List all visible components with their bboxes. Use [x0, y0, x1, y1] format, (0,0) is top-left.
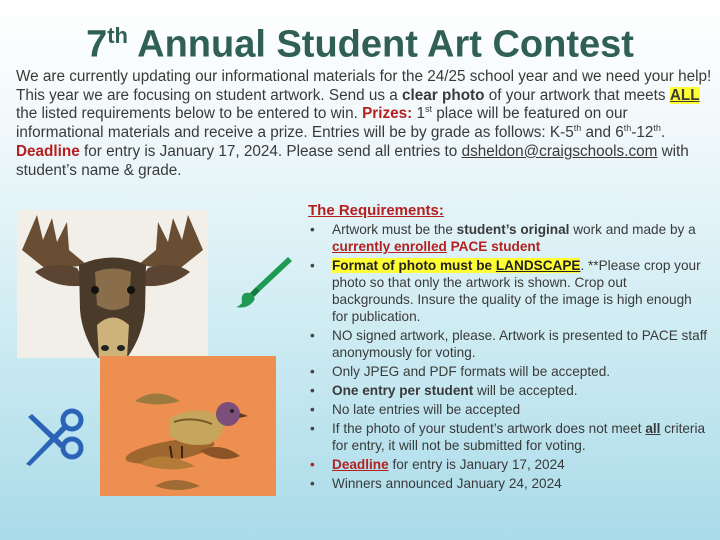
requirement-item: • Only JPEG and PDF formats will be accepted.: [308, 363, 708, 380]
requirement-item: • NO signed artwork, please. Artwork is presented to PACE staff anonymously for voting.: [308, 327, 708, 361]
req-text: If the photo of your student’s artwork does not meet: [332, 421, 646, 436]
intro-text: with student’s name & grade.: [16, 142, 689, 179]
req-bold: One entry per student: [332, 383, 474, 398]
bird-artwork-photo: [100, 356, 276, 496]
req-text: . **Please crop your photo so that only the artwork is shown. Crop out backgrounds. Insure the quality of the image is high enough for publication.: [332, 258, 701, 324]
all-highlight: ALL: [669, 86, 700, 104]
intro-text: We are currently updating our informational materials for the 24/25 school year and we need your help! This year we are focusing on student artwork. Send us a: [16, 68, 712, 104]
requirements-list: [308, 221, 708, 492]
scissors-icon: [22, 406, 88, 470]
req-emphasis: enrolled: [393, 239, 447, 254]
intro-text: the listed requirements below to be entered to win.: [16, 105, 363, 123]
req-deadline: Deadline: [332, 457, 389, 472]
intro-paragraph: [16, 68, 712, 180]
requirement-item: [308, 221, 708, 255]
intro-text: -12: [631, 124, 654, 142]
req-emphasis: currently: [332, 239, 391, 254]
requirement-item: [308, 420, 708, 454]
req-landscape: LANDSCAPE: [495, 258, 581, 273]
ordinal-suffix: st: [425, 104, 433, 115]
ordinal-suffix: th: [573, 123, 582, 134]
intro-text: for entry is January 17, 2024. Please send all entries to: [79, 142, 462, 160]
req-text: work and made by a: [569, 222, 696, 237]
requirement-item: • No late entries will be accepted: [308, 401, 708, 418]
req-text: will be accepted.: [473, 383, 578, 398]
email-link[interactable]: dsheldon@craigschools.com: [461, 142, 658, 160]
requirement-item: • Winners announced January 24, 2024: [308, 475, 708, 492]
intro-text: .: [660, 124, 666, 142]
req-highlight: [332, 258, 580, 273]
req-text: criteria for entry, it will not be submitted for voting.: [332, 421, 706, 453]
req-text: Format of photo must be: [332, 258, 496, 273]
requirement-item: [308, 456, 708, 473]
intro-text: of your artwork that meets: [484, 86, 670, 104]
req-emphasis: PACE student: [446, 239, 541, 254]
intro-text: and 6: [581, 124, 624, 142]
ordinal-suffix: th: [623, 123, 632, 134]
paintbrush-icon: [236, 255, 294, 309]
prizes-label: Prizes:: [362, 105, 413, 123]
clear-photo-text: clear photo: [402, 86, 485, 104]
title-ordinal-suffix: th: [107, 23, 128, 48]
intro-text: 1: [412, 105, 426, 123]
requirement-item: [308, 382, 708, 399]
req-text: Artwork must be the: [332, 222, 457, 237]
title-text: Annual Student Art Contest: [137, 23, 634, 66]
req-bold: student’s original: [456, 222, 570, 237]
requirements-section: [308, 202, 708, 494]
title-ordinal: 7: [86, 23, 108, 66]
req-text: for entry is January 17, 2024: [388, 457, 565, 472]
requirements-heading: The Requirements:: [308, 202, 444, 219]
deadline-label: Deadline: [16, 142, 80, 160]
ordinal-suffix: th: [653, 123, 661, 134]
intro-text: place will be featured on our informational materials and receive a prize. Entries will be by grade as follows: K-5: [16, 105, 628, 142]
page-title: [0, 6, 720, 75]
requirement-item: [308, 257, 708, 325]
req-bold: all: [645, 421, 661, 436]
moose-artwork-photo: [17, 210, 208, 358]
